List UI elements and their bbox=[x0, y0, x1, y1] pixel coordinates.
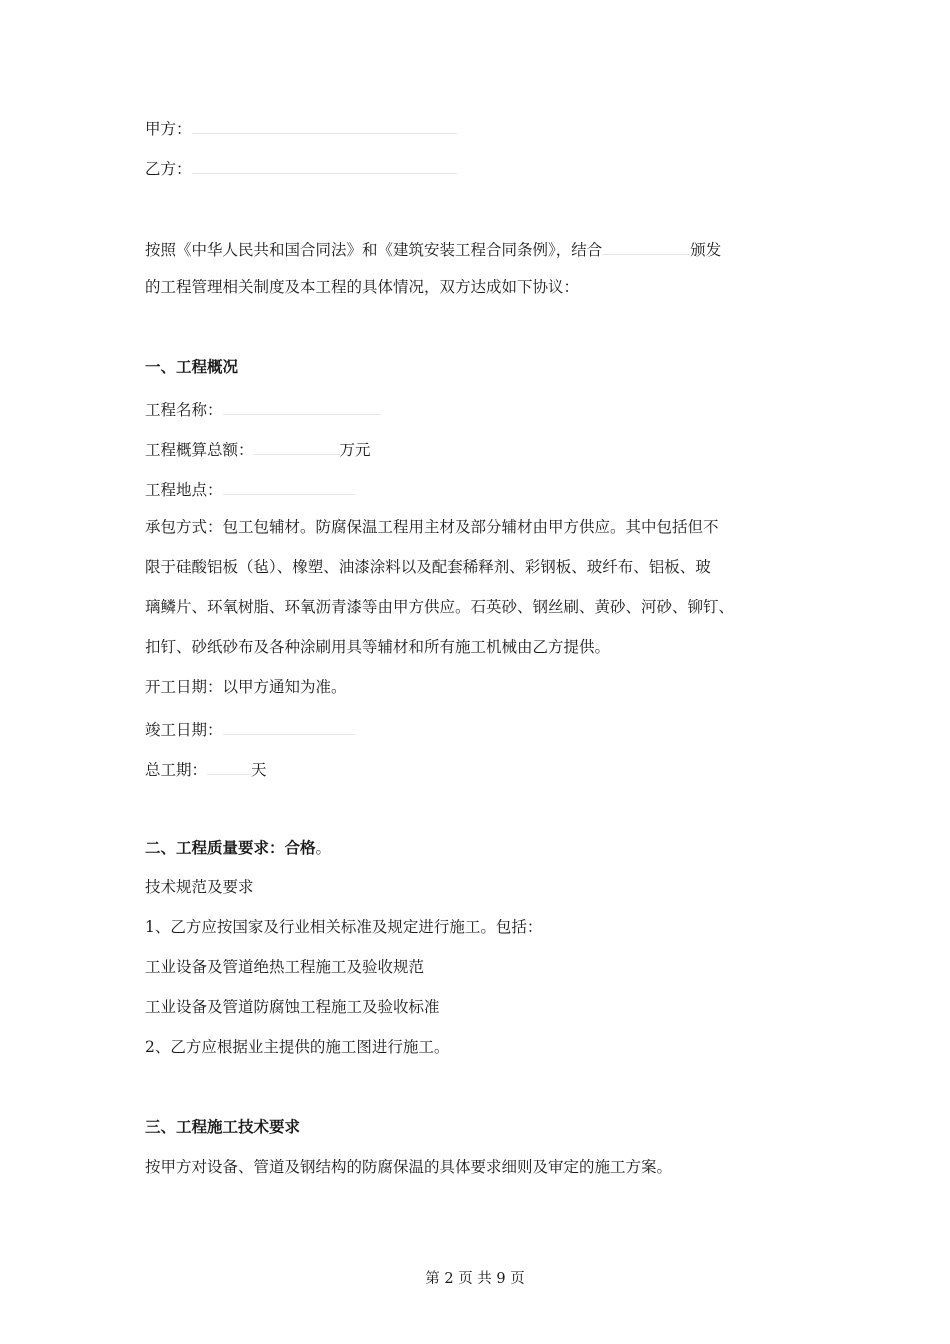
page-footer: 第 2 页 共 9 页 bbox=[425, 1271, 525, 1287]
intro-text-before: 按照《中华人民共和国合同法》和《建筑安装工程合同条例》，结合 bbox=[145, 241, 603, 259]
party-a-line bbox=[145, 115, 457, 140]
standard-1: 工业设备及管道绝热工程施工及验收规范 bbox=[145, 958, 425, 976]
party-b-line bbox=[145, 155, 457, 180]
budget-blank[interactable] bbox=[254, 436, 340, 455]
section1-heading: 一、工程概况 bbox=[145, 357, 239, 376]
intro-line-1 bbox=[145, 236, 721, 261]
budget-label: 工程概算总额： bbox=[145, 441, 254, 459]
intro-line-2: 的工程管理相关制度及本工程的具体情况，双方达成如下协议： bbox=[145, 278, 580, 296]
section2-heading-text: 二、工程质量要求：合格 bbox=[145, 838, 316, 857]
budget-unit: 万元 bbox=[339, 441, 371, 459]
section2-heading bbox=[145, 837, 331, 859]
completion-blank[interactable] bbox=[223, 716, 355, 735]
project-name-label: 工程名称： bbox=[145, 401, 223, 419]
section2-heading-tail: 。 bbox=[315, 839, 332, 857]
duration-blank[interactable] bbox=[207, 756, 251, 775]
section2-item-1: 1、乙方应按国家及行业相关标准及规定进行施工。包括： bbox=[145, 918, 543, 936]
contract-mode-line-4: 扣钉、砂纸砂布及各种涂刷用具等辅材和所有施工机械由乙方提供。 bbox=[145, 638, 611, 656]
contract-mode-line-1: 承包方式：包工包辅材。防腐保温工程用主材及部分辅材由甲方供应。其中包括但不 bbox=[145, 518, 719, 536]
party-a-blank[interactable] bbox=[192, 115, 457, 134]
start-date-line: 开工日期：以甲方通知为准。 bbox=[145, 678, 347, 696]
standard-2: 工业设备及管道防腐蚀工程施工及验收标准 bbox=[145, 998, 440, 1016]
location-blank[interactable] bbox=[223, 476, 355, 495]
completion-line bbox=[145, 716, 355, 741]
party-b-blank[interactable] bbox=[192, 155, 457, 174]
duration-line bbox=[145, 756, 267, 781]
party-b-label: 乙方： bbox=[145, 160, 192, 178]
intro-text-after: 颁发 bbox=[690, 241, 722, 259]
section2-item-2: 2、乙方应根据业主提供的施工图进行施工。 bbox=[145, 1038, 450, 1056]
party-a-label: 甲方： bbox=[145, 120, 192, 138]
budget-line bbox=[145, 436, 371, 461]
location-label: 工程地点： bbox=[145, 481, 223, 499]
duration-unit: 天 bbox=[251, 761, 267, 779]
duration-label: 总工期： bbox=[145, 761, 208, 779]
contract-mode-line-2: 限于硅酸铝板（毡）、橡塑、油漆涂料以及配套稀释剂、彩钢板、玻纤布、铝板、玻 bbox=[145, 558, 711, 576]
section3-heading: 三、工程施工技术要求 bbox=[145, 1117, 301, 1136]
issuer-blank[interactable] bbox=[602, 236, 690, 255]
location-line bbox=[145, 476, 355, 501]
completion-label: 竣工日期： bbox=[145, 721, 223, 739]
project-name-blank[interactable] bbox=[223, 396, 381, 415]
section2-subheading: 技术规范及要求 bbox=[145, 878, 254, 896]
section3-body: 按甲方对设备、管道及钢结构的防腐保温的具体要求细则及审定的施工方案。 bbox=[145, 1158, 673, 1176]
project-name-line bbox=[145, 396, 381, 421]
contract-mode-line-3: 璃鳞片、环氧树脂、环氧沥青漆等由甲方供应。石英砂、钢丝刷、黄砂、河砂、铆钉、 bbox=[145, 598, 735, 616]
